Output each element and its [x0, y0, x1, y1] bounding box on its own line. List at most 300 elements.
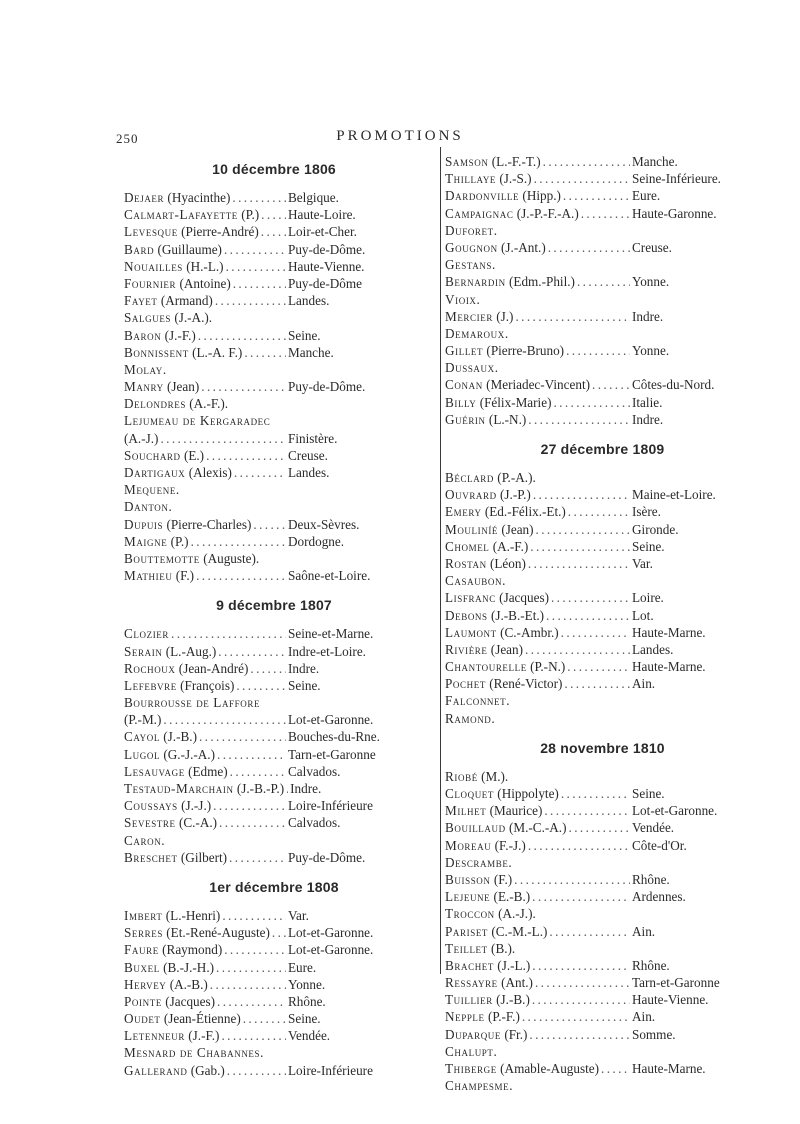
given-names: (P.-M.): [124, 712, 162, 728]
surname: Dupuis: [124, 516, 164, 532]
promotion-entry: [445, 785, 760, 802]
promotion-entry: [124, 344, 424, 361]
surname: Nouailles: [124, 258, 183, 274]
person-name: [445, 854, 512, 871]
dot-leader: [234, 677, 286, 694]
dot-leader: [566, 503, 630, 520]
dot-leader: [197, 728, 286, 745]
surname: Lefebvre: [124, 677, 177, 693]
promotion-entry: [124, 993, 424, 1010]
person-name: [124, 1010, 241, 1027]
place-of-origin: Tarn-et-Garonne: [632, 975, 720, 991]
surname: Bouttemotte: [124, 550, 200, 566]
place-of-origin: Saône-et-Loire.: [288, 568, 371, 584]
given-names: (L.-Henri): [162, 907, 221, 923]
surname: Debons: [445, 607, 488, 623]
dot-leader: [222, 941, 286, 958]
dot-leader: [208, 976, 286, 993]
surname: Billy: [445, 394, 477, 410]
person-name: [445, 153, 541, 170]
place-of-origin: Deux-Sèvres.: [288, 516, 360, 532]
place-of-origin: Puy-de-Dôme.: [288, 379, 366, 395]
person-name: [445, 521, 534, 538]
given-names: (Gilbert): [177, 849, 228, 865]
given-names: (C.-A.): [175, 815, 218, 831]
place-of-origin: Seine-Inférieure.: [632, 171, 721, 187]
given-names: (Gab.): [187, 1062, 225, 1078]
place-of-origin: Rhône.: [632, 957, 670, 973]
surname: Béclard: [445, 470, 494, 485]
given-names: (F.): [172, 568, 195, 584]
person-name: [124, 498, 172, 515]
promotion-entry: [124, 797, 424, 814]
promotion-entry: [124, 430, 424, 447]
promotion-entry: [124, 189, 424, 206]
person-name: [445, 325, 509, 342]
person-name: [124, 1062, 225, 1079]
page-number: 250: [116, 131, 139, 146]
promotion-entry: [124, 412, 424, 429]
promotion-entry: [445, 658, 760, 675]
place-of-origin: Yonne.: [288, 976, 326, 992]
place-of-origin: Seine.: [288, 1011, 321, 1027]
surname: Mathieu: [124, 568, 173, 584]
promotion-entry: [445, 359, 760, 376]
promotion-entry: [445, 871, 760, 888]
given-names: (F.): [490, 871, 513, 887]
surname: Testaud-Marchain: [124, 781, 234, 796]
dot-leader: [219, 1027, 286, 1044]
place-of-origin: Vendée.: [288, 1028, 331, 1044]
place-of-origin: Maine-et-Loire.: [632, 487, 716, 503]
person-name: [124, 481, 180, 498]
dot-leader: [215, 993, 286, 1010]
given-names: (B.-J.-H.): [159, 959, 215, 975]
dot-leader: [204, 447, 286, 464]
person-name: [124, 292, 213, 309]
section-heading: 10 décembre 1806: [212, 161, 336, 177]
person-name: [124, 189, 230, 206]
promotion-entry: [445, 624, 760, 641]
surname: Lugol: [124, 746, 161, 762]
surname: Mequene.: [124, 482, 180, 498]
promotion-entry: [445, 974, 760, 991]
promotion-entry: [445, 1043, 760, 1060]
person-name: [445, 1060, 599, 1077]
promotion-entry: [124, 378, 424, 395]
place-of-origin: Lot-et-Garonne.: [288, 942, 374, 958]
surname: Bouillaud: [445, 820, 506, 836]
place-of-origin: Rhône.: [632, 871, 670, 887]
given-names: (L.-N.): [485, 411, 527, 427]
surname: Delondres: [124, 396, 186, 412]
promotion-entry: [124, 533, 424, 550]
surname: Bard: [124, 241, 155, 257]
person-name: [124, 464, 232, 481]
person-name: [445, 785, 559, 802]
surname: Buxel: [124, 959, 160, 975]
given-names: (J.-B.): [159, 729, 197, 745]
dot-leader: [270, 924, 286, 941]
given-names: (E.): [180, 447, 205, 463]
dot-leader: [512, 871, 630, 888]
given-names: (Alexis): [185, 465, 232, 480]
person-name: [124, 395, 228, 412]
person-name: [124, 550, 259, 567]
dot-leader: [215, 746, 286, 763]
promotion-entry: [124, 241, 424, 258]
promotion-entry: [445, 555, 760, 572]
promotion-entry: [124, 275, 424, 292]
given-names: (A.-F.).: [185, 396, 229, 412]
place-of-origin: Seine.: [632, 538, 665, 554]
promotion-entry: [445, 991, 760, 1008]
place-of-origin: Haute-Marne.: [632, 659, 706, 675]
given-names: (G.-J.-A.): [160, 746, 215, 762]
place-of-origin: Ain.: [632, 923, 656, 939]
dot-leader: [531, 486, 630, 503]
promotion-entry: [445, 589, 760, 606]
section-heading: 27 décembre 1809: [540, 441, 665, 457]
place-of-origin: Indre.: [288, 660, 320, 676]
place-of-origin: Bouches-du-Rne.: [288, 729, 380, 745]
promotion-entry: [445, 256, 760, 273]
person-name: [124, 832, 165, 849]
promotion-entry: [124, 849, 424, 866]
dot-leader: [530, 957, 630, 974]
dot-leader: [231, 275, 286, 292]
person-name: [445, 256, 496, 273]
given-names: (Hyacinthe): [164, 190, 231, 205]
place-of-origin: Isère.: [632, 504, 661, 520]
dot-leader: [248, 660, 286, 677]
person-name: [124, 430, 158, 447]
surname: Fayet: [124, 293, 158, 309]
promotion-entry: [124, 309, 424, 326]
promotion-entry: [445, 394, 760, 411]
given-names: (J.-B.-P.): [233, 781, 285, 796]
surname: Chalupt.: [445, 1043, 498, 1059]
surname: Imbert: [124, 907, 163, 923]
person-name: [445, 469, 536, 486]
promotion-entry: [445, 710, 760, 727]
given-names: (Armand): [157, 293, 213, 309]
place-of-origin: Puy-de-Dôme.: [288, 241, 366, 257]
given-names: (P.-F.): [484, 1009, 520, 1025]
place-of-origin: Var.: [632, 555, 653, 571]
person-name: [445, 205, 579, 222]
dot-leader: [259, 206, 286, 223]
person-name: [445, 675, 562, 692]
promotion-entry: [445, 905, 760, 922]
promotion-entry: [124, 711, 424, 728]
dot-leader: [559, 785, 630, 802]
dot-leader: [241, 1010, 286, 1027]
person-name: [124, 1027, 219, 1044]
promotion-entry: [445, 854, 760, 871]
surname: Ramond.: [445, 710, 496, 726]
promotion-entry: [124, 1044, 424, 1061]
surname: Cloquet: [445, 786, 494, 801]
place-of-origin: Creuse.: [288, 447, 328, 463]
given-names: (J.-S.): [496, 171, 532, 187]
person-name: [445, 974, 533, 991]
surname: Calmart-Lafayette: [124, 207, 238, 223]
dot-leader: [227, 849, 286, 866]
place-of-origin: Haute-Vienne.: [288, 258, 365, 274]
promotion-entry: [124, 481, 424, 498]
person-name: [445, 802, 542, 819]
surname: Champesme.: [445, 1078, 514, 1094]
surname: Pariset: [445, 923, 489, 939]
place-of-origin: Indre-et-Loire.: [288, 643, 366, 659]
surname: Pochet: [445, 676, 486, 692]
promotion-entry: [445, 1026, 760, 1043]
dot-leader: [251, 516, 286, 533]
right-column: [445, 145, 760, 1094]
place-of-origin: Landes.: [288, 293, 330, 309]
person-name: [124, 533, 189, 550]
surname: Casaubon.: [445, 573, 506, 589]
given-names: (B.).: [487, 940, 516, 956]
surname: Vioix.: [445, 291, 481, 307]
place-of-origin: Somme.: [632, 1026, 676, 1042]
person-name: [124, 746, 215, 763]
promotion-entry: [445, 291, 760, 308]
place-of-origin: Lot-et-Garonne.: [632, 803, 718, 819]
surname: Teillet: [445, 940, 488, 956]
dot-leader: [551, 394, 630, 411]
surname: Campaignac: [445, 205, 514, 221]
dot-leader: [228, 763, 286, 780]
person-name: [445, 940, 515, 957]
given-names: (Edme): [184, 763, 228, 779]
given-names: (Amable-Auguste): [496, 1061, 600, 1076]
promotion-entry: [445, 607, 760, 624]
surname: Letenneur: [124, 1028, 185, 1044]
person-name: [124, 327, 196, 344]
person-name: [124, 711, 161, 728]
promotion-entry: [124, 567, 424, 584]
person-name: [124, 976, 208, 993]
given-names: (J.-F.): [184, 1028, 220, 1044]
promotion-entry: [124, 660, 424, 677]
promotion-entry: [445, 802, 760, 819]
promotion-entry: [445, 187, 760, 204]
place-of-origin: Ain.: [632, 676, 656, 692]
person-name: [445, 923, 547, 940]
person-name: [445, 837, 526, 854]
dot-leader: [542, 802, 630, 819]
place-of-origin: Ardennes.: [632, 889, 686, 905]
dot-leader: [565, 658, 630, 675]
place-of-origin: Haute-Garonne.: [632, 205, 717, 221]
given-names: (P.-A.).: [494, 470, 536, 485]
given-names: (J.): [492, 308, 514, 324]
promotion-entry: [445, 325, 760, 342]
dot-leader: [579, 205, 630, 222]
dot-leader: [220, 907, 286, 924]
surname: Lesauvage: [124, 763, 185, 779]
person-name: [445, 273, 575, 290]
place-of-origin: Lot-et-Garonne.: [288, 925, 374, 941]
place-of-origin: Belgique.: [288, 190, 339, 205]
promotion-entry: [124, 832, 424, 849]
person-name: [445, 768, 508, 785]
promotion-entry: [124, 814, 424, 831]
promotion-entry: [124, 447, 424, 464]
person-name: [445, 1077, 513, 1094]
promotion-entry: [445, 308, 760, 325]
promotion-entry: [445, 342, 760, 359]
dot-leader: [564, 342, 630, 359]
promotion-entry: [445, 692, 760, 709]
person-name: [124, 516, 251, 533]
promotion-entry: [124, 1062, 424, 1079]
surname: Samson: [445, 154, 489, 169]
person-name: [124, 814, 217, 831]
place-of-origin: Seine.: [288, 677, 321, 693]
promotion-entry: [445, 239, 760, 256]
person-name: [124, 258, 224, 275]
dot-leader: [546, 239, 630, 256]
surname: Bernardin: [445, 274, 506, 290]
dot-leader: [544, 607, 630, 624]
dot-leader: [224, 258, 286, 275]
place-of-origin: Finistère.: [288, 430, 338, 446]
promotion-entry: [124, 1010, 424, 1027]
dot-leader: [169, 625, 286, 642]
person-name: [124, 241, 222, 258]
place-of-origin: Indre.: [632, 411, 664, 427]
promotion-entry: [124, 464, 424, 481]
person-name: [445, 222, 498, 239]
promotion-entry: [445, 469, 760, 486]
person-name: [445, 1026, 527, 1043]
place-of-origin: Haute-Marne.: [632, 1061, 706, 1076]
person-name: [124, 677, 234, 694]
promotion-entry: [445, 376, 760, 393]
surname: Guérin: [445, 411, 486, 427]
place-of-origin: Seine.: [288, 327, 321, 343]
person-name: [124, 378, 199, 395]
surname: Conan: [445, 377, 483, 393]
given-names: (L.-Aug.): [162, 643, 217, 659]
surname: Chantourelle: [445, 659, 527, 675]
surname: Levesque: [124, 224, 178, 240]
surname: Gallerand: [124, 1062, 188, 1078]
place-of-origin: Haute-Vienne.: [632, 992, 709, 1008]
person-name: [124, 643, 216, 660]
dot-leader: [199, 378, 286, 395]
given-names: (Hipp.): [519, 188, 561, 204]
dot-leader: [549, 589, 630, 606]
surname: Ouvrard: [445, 487, 497, 503]
given-names: (J.-B.-Et.): [487, 607, 545, 623]
person-name: [445, 957, 530, 974]
surname: Cayol: [124, 729, 160, 745]
promotion-entry: [445, 888, 760, 905]
promotion-entry: [445, 1077, 760, 1094]
given-names: (J.-P.-F.-A.): [513, 205, 579, 221]
surname: Falconnet.: [445, 693, 511, 709]
given-names: (Auguste).: [199, 550, 260, 566]
dot-leader: [196, 327, 286, 344]
person-name: [124, 344, 242, 361]
given-names: (Jacques): [495, 590, 549, 606]
dot-leader: [230, 189, 286, 206]
dot-leader: [232, 464, 286, 481]
surname: Buisson: [445, 871, 491, 887]
place-of-origin: Manche.: [632, 154, 678, 169]
place-of-origin: Côte-d'Or.: [632, 837, 687, 853]
dot-leader: [527, 1026, 630, 1043]
surname: Duforet.: [445, 222, 498, 238]
promotion-entry: [445, 837, 760, 854]
person-name: [124, 728, 197, 745]
surname: Serain: [124, 643, 163, 659]
promotion-entry: [124, 976, 424, 993]
place-of-origin: Creuse.: [632, 239, 672, 255]
surname: Milhet: [445, 803, 487, 819]
given-names: (J.-A.).: [171, 310, 213, 326]
person-name: [124, 907, 220, 924]
place-of-origin: Côtes-du-Nord.: [632, 377, 715, 393]
person-name: [124, 625, 169, 642]
place-of-origin: Puy-de-Dôme.: [288, 849, 366, 865]
dot-leader: [217, 814, 286, 831]
promotion-entry: [445, 153, 760, 170]
surname: Dejaer: [124, 190, 165, 205]
promotion-entry: [124, 728, 424, 745]
dot-leader: [530, 991, 630, 1008]
promotion-entry: [124, 941, 424, 958]
promotion-entry: [124, 550, 424, 567]
dot-leader: [211, 797, 286, 814]
surname: Baron: [124, 327, 162, 343]
place-of-origin: Vendée.: [632, 820, 675, 836]
surname: Rochoux: [124, 660, 176, 676]
person-name: [124, 361, 167, 378]
promotion-entry: [124, 395, 424, 412]
surname: Mouliníé: [445, 521, 499, 537]
dot-leader: [561, 187, 630, 204]
dot-leader: [590, 376, 630, 393]
promotion-entry: [445, 923, 760, 940]
person-name: [445, 607, 544, 624]
surname: Mercier: [445, 308, 493, 324]
place-of-origin: Rhône.: [288, 993, 326, 1009]
person-name: [124, 660, 248, 677]
given-names: (L.-F.-T.): [488, 154, 541, 169]
person-name: [124, 694, 260, 711]
promotion-entry: [124, 498, 424, 515]
given-names: (C.-M.-L.): [488, 923, 548, 939]
given-names: (Raymond): [158, 942, 223, 958]
surname: Troccon: [445, 906, 495, 922]
place-of-origin: Indre.: [632, 308, 664, 324]
surname: Bourrousse de Laffore: [124, 695, 261, 711]
surname: Sevestre: [124, 815, 176, 831]
given-names: (Jean): [498, 521, 534, 537]
surname: Tuillier: [445, 992, 493, 1008]
surname: Descrambe.: [445, 854, 513, 870]
person-name: [445, 291, 480, 308]
dot-leader: [259, 223, 286, 240]
promotion-entry: [124, 694, 424, 711]
person-name: [445, 572, 506, 589]
dot-leader: [523, 641, 630, 658]
